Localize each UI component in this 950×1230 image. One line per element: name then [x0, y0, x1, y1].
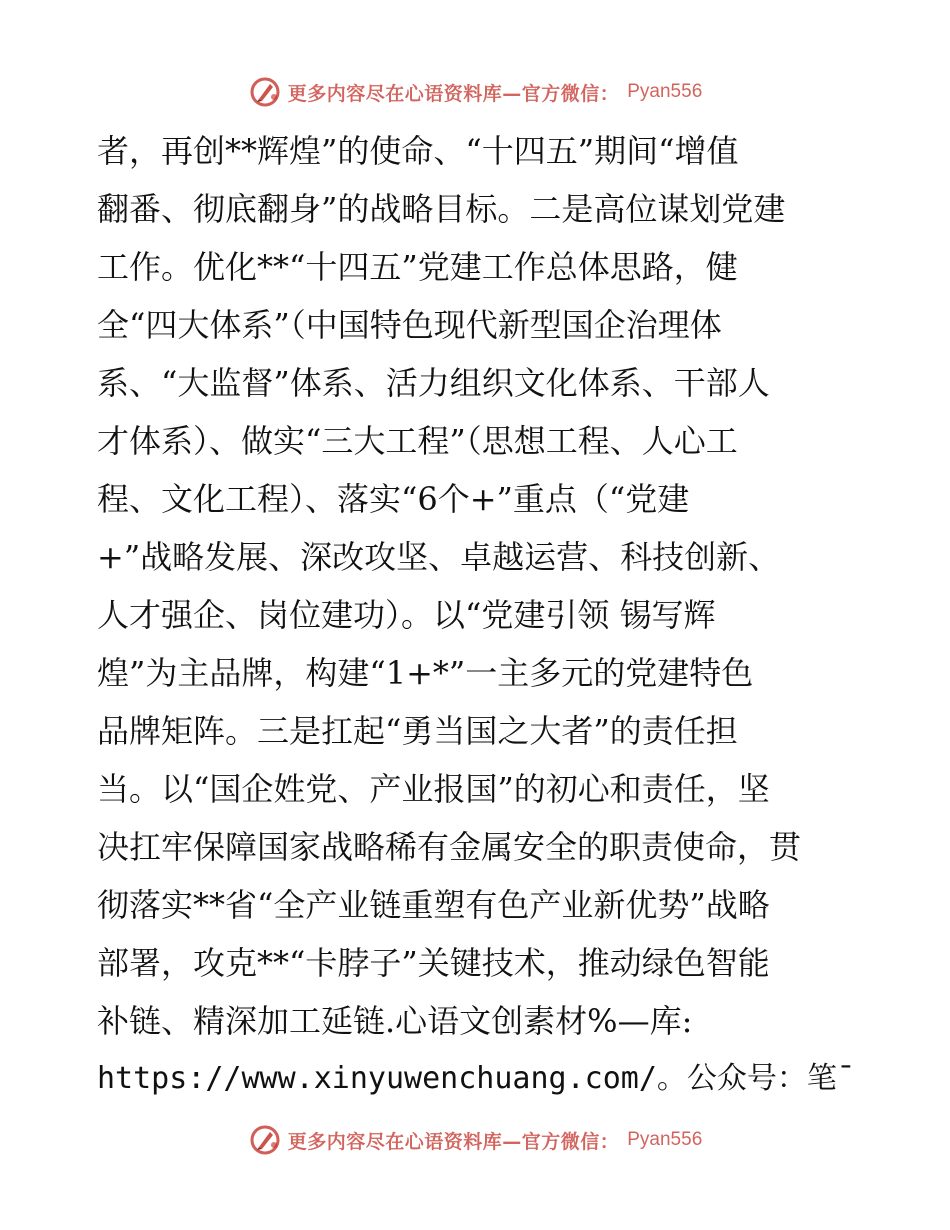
- text-line: 全“四大体系”（中国特色现代新型国企治理体: [97, 306, 722, 344]
- text-line: 补链、精深加工延链.心语文创素材%—库:: [97, 1002, 693, 1040]
- pen-logo-icon: [248, 1123, 282, 1157]
- watermark-text: 更多内容尽在心语资料库—官方微信：: [287, 1130, 620, 1153]
- text-line: 决扛牢保障国家战略稀有金属安全的职责使命，贯: [97, 828, 802, 866]
- watermark-wechat-id: Pyan556: [627, 81, 703, 102]
- text-line: 煌”为主品牌，构建“1+*”一主多元的党建特色: [97, 654, 754, 692]
- body-text: [97, 122, 857, 1108]
- text-line: 才体系）、做实“三大工程”（思想工程、人心工: [97, 422, 738, 460]
- text-line: 工作。优化**“十四五”党建工作总体思路，健: [97, 248, 738, 286]
- text-line: 程、文化工程）、落实“6个+”重点（“党建: [97, 480, 690, 518]
- watermark-text: 更多内容尽在心语资料库—官方微信：: [287, 82, 620, 105]
- text-line: 品牌矩阵。三是扛起“勇当国之大者”的责任担: [97, 712, 738, 750]
- text-line: 者，再创**辉煌”的使命、“十四五”期间“增值: [97, 132, 739, 170]
- text-line: 当。以“国企姓党、产业报国”的初心和责任，坚: [97, 770, 770, 808]
- text-line: 彻落实**省“全产业链重塑有色产业新优势”战略: [97, 886, 770, 924]
- watermark-banner-top: [0, 72, 950, 112]
- pen-logo-icon: [248, 75, 282, 109]
- watermark-group: [248, 75, 703, 109]
- text-line-url: https://www.xinyuwenchuang.com/。公众号：笔¯: [97, 1061, 855, 1096]
- watermark-wechat-id: Pyan556: [627, 1129, 703, 1150]
- text-line: 部署，攻克**“卡脖子”关键技术，推动绿色智能: [97, 944, 770, 982]
- text-line: +”战略发展、深改攻坚、卓越运营、科技创新、: [97, 538, 781, 576]
- text-line: 系、“大监督”体系、活力组织文化体系、干部人: [97, 364, 770, 402]
- text-line: 人才强企、岗位建功）。以“党建引领 锡写辉: [97, 596, 716, 634]
- text-line: 翻番、彻底翻身”的战略目标。二是高位谋划党建: [97, 190, 786, 228]
- watermark-banner-bottom: [0, 1120, 950, 1160]
- watermark-group: [248, 1123, 703, 1157]
